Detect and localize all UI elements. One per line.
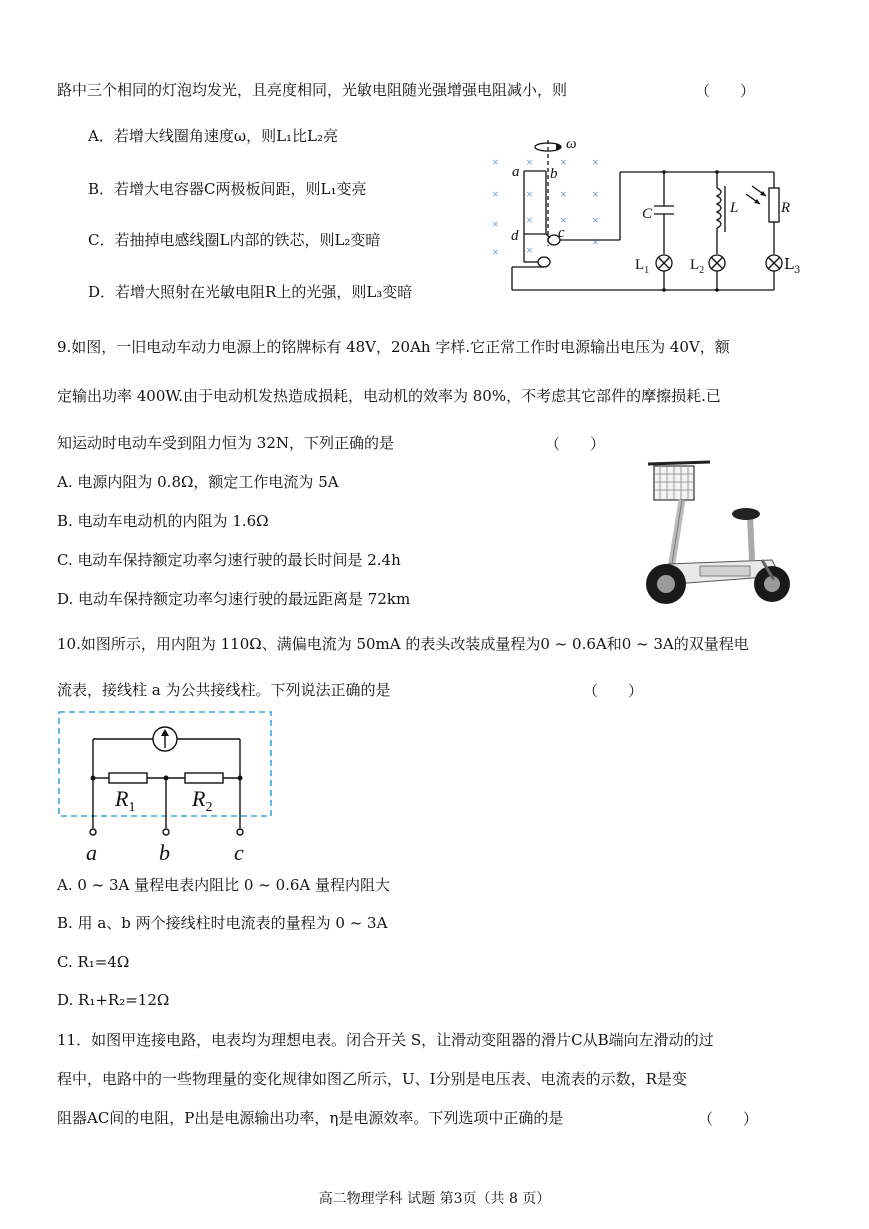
- r1-sub: 1: [128, 800, 136, 815]
- field-cross: ×: [560, 187, 567, 201]
- lamp-l1-sub: 1: [644, 265, 650, 276]
- inductor-label: L: [730, 200, 739, 216]
- q10-line-1: 10.如图所示，用内阻为 110Ω、满偏电流为 50mA 的表头改装成量程为0 ~ 0.6A和0 ~ 3A的双量程电: [57, 635, 749, 653]
- lamp-l3-sub: 3: [793, 265, 801, 276]
- lamp-l3-label: L: [784, 255, 794, 273]
- field-cross: ×: [592, 213, 599, 227]
- field-cross: ×: [492, 187, 499, 201]
- scooter-image: [640, 456, 790, 608]
- field-cross: ×: [492, 217, 499, 231]
- terminal-a-label: a: [86, 840, 97, 865]
- q11-line-2: 程中，电路中的一些物理量的变化规律如图乙所示，U、I分别是电压表、电流表的示数，R是变: [57, 1070, 687, 1088]
- q8-option-b: B．若增大电容器C两极板间距，则L₁变亮: [88, 180, 367, 198]
- q9-answer-paren: （ ）: [545, 435, 606, 453]
- q10-option-d: D. R₁+R₂=12Ω: [57, 991, 170, 1009]
- q8-option-d: D．若增大照射在光敏电阻R上的光强，则L₃变暗: [88, 283, 413, 301]
- r2-label: R: [192, 786, 206, 811]
- svg-text:L2: [690, 257, 704, 276]
- svg-text:R1: [114, 786, 135, 815]
- svg-text:L1: [635, 257, 649, 276]
- field-cross: ×: [526, 213, 533, 227]
- r1-label: R: [115, 786, 129, 811]
- field-cross: ×: [526, 243, 533, 257]
- field-cross: ×: [592, 187, 599, 201]
- q10-ammeter-figure: [55, 708, 285, 868]
- terminal-b-label: b: [159, 840, 170, 865]
- q8-option-a: A．若增大线圈角速度ω，则L₁比L₂亮: [88, 127, 339, 145]
- q11-answer-paren: （ ）: [698, 1110, 759, 1128]
- q10-option-c: C. R₁=4Ω: [57, 953, 130, 971]
- q8-answer-paren: （ ）: [695, 82, 756, 100]
- q10-option-a: A. 0 ~ 3A 量程电表内阻比 0 ~ 0.6A 量程内阻大: [57, 876, 391, 894]
- q8-circuit-figure: [484, 136, 791, 301]
- coil-label-b: b: [550, 166, 558, 182]
- r2-sub: 2: [205, 800, 213, 815]
- field-cross: ×: [526, 155, 533, 169]
- q10-option-b: B. 用 a、b 两个接线柱时电流表的量程为 0 ~ 3A: [57, 914, 388, 932]
- q9-line-2: 定输出功率 400W.由于电动机发热造成损耗，电动机的效率为 80%，不考虑其它部件的摩擦损耗.已: [57, 387, 721, 405]
- field-cross: ×: [560, 155, 567, 169]
- q9-option-c: C. 电动车保持额定功率匀速行驶的最长时间是 2.4h: [57, 551, 401, 569]
- svg-text:R2: [191, 786, 212, 815]
- q9-option-d: D. 电动车保持额定功率匀速行驶的最远距离是 72km: [57, 590, 411, 608]
- q11-line-3: 阻器AC间的电阻，P出是电源输出功率，η是电源效率。下列选项中正确的是: [57, 1109, 564, 1127]
- lamp-l1-label: L: [635, 257, 645, 273]
- coil-label-a: a: [512, 164, 520, 180]
- lamp-l3-label-wrap: [784, 254, 800, 281]
- q11-line-1: 11．如图甲连接电路，电表均为理想电表。闭合开关 S，让滑动变阻器的滑片C从B端向左滑动的过: [57, 1031, 714, 1049]
- q9-option-b: B. 电动车电动机的内阻为 1.6Ω: [57, 512, 269, 530]
- omega-label: ω: [566, 136, 577, 152]
- q10-line-2: 流表，接线柱 a 为公共接线柱。下列说法正确的是: [57, 681, 391, 699]
- q9-line-1: 9.如图，一旧电动车动力电源上的铭牌标有 48V，20Ah 字样.它正常工作时电源输出电压为 40V，额: [57, 338, 730, 356]
- coil-label-c: c: [558, 225, 565, 241]
- q8-option-c: C．若抽掉电感线圈L内部的铁芯，则L₂变暗: [88, 231, 381, 249]
- field-cross: ×: [560, 213, 567, 227]
- page-footer: 高二物理学科 试题 第3页（共 8 页）: [318, 1191, 551, 1207]
- q9-line-3: 知运动时电动车受到阻力恒为 32N，下列正确的是: [57, 434, 394, 452]
- q8-intro: 路中三个相同的灯泡均发光，且亮度相同，光敏电阻随光强增强电阻减小，则: [57, 81, 568, 99]
- field-cross: ×: [592, 235, 599, 249]
- q10-answer-paren: （ ）: [583, 682, 644, 700]
- lamp-l2-sub: 2: [699, 265, 705, 276]
- field-cross: ×: [492, 245, 499, 259]
- capacitor-label: C: [642, 206, 653, 222]
- lamp-l2-label: L: [690, 257, 700, 273]
- field-cross: ×: [492, 155, 499, 169]
- field-cross: ×: [592, 155, 599, 169]
- resistor-label: R: [781, 200, 791, 216]
- coil-label-d: d: [511, 228, 519, 244]
- terminal-c-label: c: [234, 840, 244, 865]
- q9-option-a: A. 电源内阻为 0.8Ω，额定工作电流为 5A: [57, 473, 339, 491]
- field-cross: ×: [526, 187, 533, 201]
